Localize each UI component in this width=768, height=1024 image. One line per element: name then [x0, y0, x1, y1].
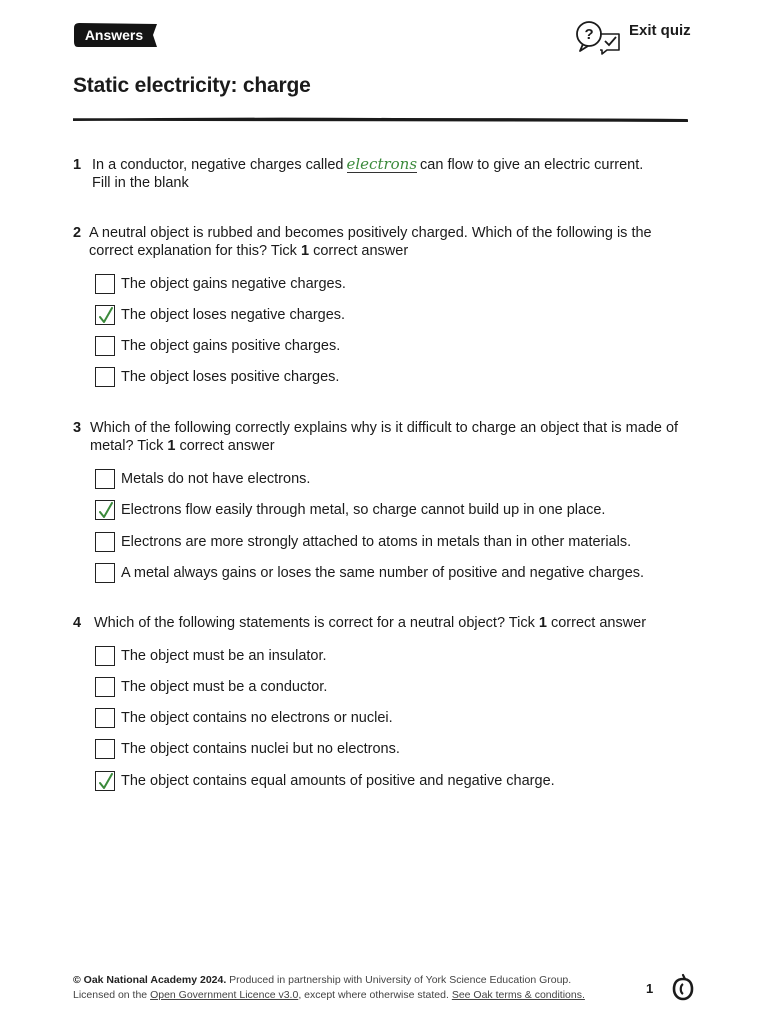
check-icon	[98, 773, 114, 790]
exit-quiz-icon	[574, 19, 624, 55]
checkbox-checked[interactable]	[95, 305, 115, 325]
checkbox[interactable]	[95, 336, 115, 356]
terms-link[interactable]: See Oak terms & conditions.	[451, 989, 585, 1001]
option-label: The object gains negative charges.	[121, 276, 346, 292]
checkbox[interactable]	[95, 469, 115, 489]
answers-badge-label: Answers	[84, 27, 144, 43]
option-row[interactable]	[95, 770, 555, 792]
option-label: A metal always gains or loses the same number of positive and negative charges.	[121, 565, 645, 581]
option-row[interactable]	[95, 273, 346, 295]
question-1	[73, 156, 698, 192]
page-title: Static electricity: charge	[73, 74, 311, 97]
option-label: The object loses negative charges.	[121, 307, 346, 323]
oak-acorn-logo	[672, 972, 694, 1002]
footer	[73, 973, 585, 1003]
option-row[interactable]	[95, 499, 605, 521]
question-number: 4	[73, 615, 82, 631]
option-row[interactable]	[95, 562, 644, 584]
option-row[interactable]	[95, 335, 340, 357]
option-label: The object gains positive charges.	[121, 338, 341, 354]
question-text: In a conductor, negative charges called	[92, 157, 344, 173]
tick-count: 1	[538, 615, 547, 631]
question-3	[73, 419, 698, 455]
checkbox[interactable]	[95, 532, 115, 552]
option-label: The object contains equal amounts of positive and negative charge.	[121, 773, 555, 789]
tick-count: 1	[167, 438, 176, 454]
question-instruction: Fill in the blank	[92, 175, 189, 191]
answers-badge	[73, 22, 159, 48]
option-label: Electrons flow easily through metal, so charge cannot build up in one place.	[121, 502, 606, 518]
page-number: 1	[646, 981, 654, 996]
checkbox[interactable]	[95, 563, 115, 583]
licence-exception: , except where otherwise stated.	[298, 989, 452, 1001]
checkbox[interactable]	[95, 367, 115, 387]
exit-quiz-label: Exit quiz	[629, 22, 691, 39]
licence-link[interactable]: Open Government Licence v3.0	[150, 989, 299, 1001]
option-row[interactable]	[95, 738, 400, 760]
option-label: Electrons are more strongly attached to atoms in metals than in other materials.	[121, 534, 632, 550]
question-4	[73, 614, 703, 632]
licence-prefix: Licensed on the	[73, 989, 151, 1001]
answer-blank: electrons	[346, 155, 418, 173]
option-row[interactable]	[95, 304, 345, 326]
question-text: A neutral object is rubbed and becomes positively charged. Which of the following is the correct explanation for this? Tick	[89, 225, 652, 259]
option-label: The object contains no electrons or nuclei.	[121, 710, 393, 726]
checkbox[interactable]	[95, 646, 115, 666]
check-icon	[98, 307, 114, 324]
option-label: The object must be an insulator.	[121, 648, 327, 664]
option-row[interactable]	[95, 531, 631, 553]
checkbox[interactable]	[95, 274, 115, 294]
option-row[interactable]	[95, 707, 393, 729]
option-label: The object must be a conductor.	[121, 679, 328, 695]
option-row[interactable]	[95, 366, 339, 388]
question-text-end: correct answer	[309, 243, 409, 259]
option-label: Metals do not have electrons.	[121, 471, 311, 487]
partnership-text: Produced in partnership with University of York Science Education Group.	[226, 974, 572, 986]
option-row[interactable]	[95, 645, 327, 667]
option-row[interactable]	[95, 676, 327, 698]
question-number: 1	[73, 157, 82, 173]
question-number: 3	[73, 420, 82, 436]
checkbox[interactable]	[95, 708, 115, 728]
svg-text:?: ?	[584, 26, 594, 43]
question-text: Which of the following correctly explains why is it difficult to charge an object that is made of metal? Tick	[90, 420, 679, 454]
check-icon	[98, 502, 114, 519]
checkbox[interactable]	[95, 739, 115, 759]
copyright: © Oak National Academy 2024.	[73, 974, 227, 986]
question-number: 2	[73, 225, 82, 241]
tick-count: 1	[300, 243, 310, 259]
checkbox-checked[interactable]	[95, 500, 115, 520]
checkbox[interactable]	[95, 677, 115, 697]
title-divider	[73, 117, 689, 125]
option-label: The object loses positive charges.	[121, 369, 340, 385]
question-text-continued: can flow to give an electric current.	[420, 157, 644, 173]
option-row[interactable]	[95, 468, 310, 490]
question-text-end: correct answer	[546, 615, 647, 631]
option-label: The object contains nuclei but no electrons.	[121, 741, 400, 757]
question-text-end: correct answer	[175, 438, 275, 454]
question-text: Which of the following statements is correct for a neutral object? Tick	[94, 615, 539, 631]
question-2	[73, 224, 698, 260]
checkbox-checked[interactable]	[95, 771, 115, 791]
